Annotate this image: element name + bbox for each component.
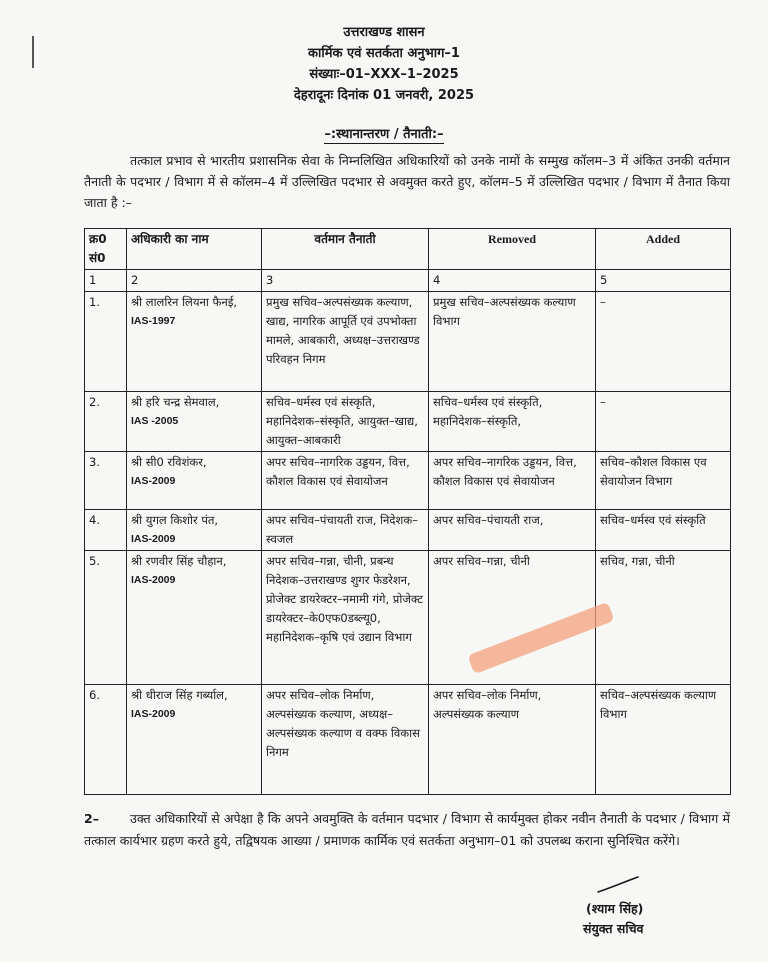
cell-sn: 1.	[85, 292, 127, 392]
signature-stroke	[596, 876, 640, 894]
cell-added: –	[596, 392, 731, 452]
cell-added: सचिव–अल्पसंख्यक कल्याण विभाग	[596, 685, 731, 795]
place-date: देहरादूनः दिनांक 01 जनवरी, 2025	[293, 88, 475, 103]
cell-removed: अपर सचिव–गन्ना, चीनी	[429, 551, 596, 685]
cell-sn: 5.	[85, 551, 127, 685]
table-row	[85, 510, 731, 551]
header-sn: क्र0 सं0	[85, 229, 127, 270]
subject-text: –:स्थानान्तरण / तैनाती:–	[324, 127, 444, 142]
cell-sn: 4.	[85, 510, 127, 551]
officer-name: श्री सी0 रविशंकर,	[131, 455, 207, 469]
cell-removed: प्रमुख सचिव–अल्पसंख्यक कल्याण विभाग	[429, 292, 596, 392]
cell-current: अपर सचिव–नागरिक उड्डयन, वित्त, कौशल विकास एवं सेवायोजन	[262, 452, 429, 510]
department-name: कार्मिक एवं सतर्कता अनुभाग–1	[308, 46, 460, 61]
col-number: 5	[596, 270, 731, 292]
officer-batch: IAS -2005	[131, 415, 179, 427]
column-number-row	[85, 270, 731, 292]
cell-removed: अपर सचिव–पंचायती राज,	[429, 510, 596, 551]
table-row	[85, 551, 731, 685]
letter-header	[0, 22, 768, 106]
header-removed: Removed	[429, 229, 596, 270]
officer-batch: IAS-2009	[131, 475, 176, 487]
cell-added: सचिव–धर्मस्व एवं संस्कृति	[596, 510, 731, 551]
reference-number: संख्याः–01–XXX–1–2025	[309, 67, 459, 82]
col-number: 3	[262, 270, 429, 292]
signatory-designation: संयुक्त सचिव	[583, 921, 644, 936]
transfer-table	[84, 228, 731, 795]
officer-name: श्री लालरिन लियना फैनई,	[131, 295, 238, 309]
cell-removed: अपर सचिव–लोक निर्माण, अल्पसंख्यक कल्याण	[429, 685, 596, 795]
cell-added: सचिव–कौशल विकास एव सेवायोजन विभाग	[596, 452, 731, 510]
paragraph-2-text: उक्त अधिकारियों से अपेक्षा है कि अपने अवमुक्ति के वर्तमान पदभार / विभाग से कार्यमुक्त होकर नवीन तैनाती के पदभार / विभाग में तत्काल कार्यभार ग्रहण करते हुये, तद्विषयक आख्या / प्रमाणक कार्मिक एवं सतर्कता अनुभाग–01 को उपलब्ध कराना सुनिश्चित करेंगे।	[84, 811, 730, 848]
cell-removed: अपर सचिव–नागरिक उड्डयन, वित्त, कौशल विकास एवं सेवायोजन	[429, 452, 596, 510]
officer-batch: IAS-2009	[131, 533, 176, 545]
cell-current: प्रमुख सचिव–अल्पसंख्यक कल्याण, खाद्य, नागरिक आपूर्ति एवं उपभोक्ता मामले, आबकारी, अध्यक्ष–उत्तराखण्ड परिवहन निगम	[262, 292, 429, 392]
cell-added: –	[596, 292, 731, 392]
paragraph-2	[84, 808, 730, 852]
header-current: वर्तमान तैनाती	[262, 229, 429, 270]
cell-officer	[127, 292, 262, 392]
intro-paragraph: तत्काल प्रभाव से भारतीय प्रशासनिक सेवा के निम्नलिखित अधिकारियों को उनके नामों के सम्मुख कॉलम–3 में अंकित उनकी वर्तमान तैनाती के पदभार / विभाग में से कॉलम–4 में उल्लिखित पदभार से अवमुक्त करते हुए, कॉलम–5 में उल्लिखित पदभार / विभाग में तैनात किया जाता है :–	[84, 153, 730, 210]
officer-batch: IAS-2009	[131, 708, 176, 720]
cell-officer	[127, 452, 262, 510]
col-number: 2	[127, 270, 262, 292]
cell-sn: 6.	[85, 685, 127, 795]
header-added: Added	[596, 229, 731, 270]
cell-officer	[127, 392, 262, 452]
table-row	[85, 452, 731, 510]
cell-officer	[127, 551, 262, 685]
table-row	[85, 292, 731, 392]
cell-officer	[127, 685, 262, 795]
col-number: 4	[429, 270, 596, 292]
subject-heading	[0, 124, 768, 142]
officer-batch: IAS-1997	[131, 315, 176, 327]
cell-sn: 3.	[85, 452, 127, 510]
cell-officer	[127, 510, 262, 551]
cell-added: सचिव, गन्ना, चीनी	[596, 551, 731, 685]
paragraph-number: 2–	[84, 811, 99, 826]
cell-current: अपर सचिव–पंचायती राज, निदेशक–स्वजल	[262, 510, 429, 551]
table-row	[85, 685, 731, 795]
officer-name: श्री रणवीर सिंह चौहान,	[131, 554, 227, 568]
cell-current: अपर सचिव–गन्ना, चीनी, प्रबन्ध निदेशक–उत्तराखण्ड शुगर फेडरेशन, प्रोजेक्ट डायरेक्टर–नमामी गंगे, प्रोजेक्ट डायरेक्टर–के0एफ0डब्ल्यू0, महानिदेशक–कृषि एवं उद्यान विभाग	[262, 551, 429, 685]
officer-name: श्री युगल किशोर पंत,	[131, 513, 219, 527]
cell-removed: सचिव–धर्मस्व एवं संस्कृति, महानिदेशक–संस्कृति,	[429, 392, 596, 452]
table-header-row	[85, 229, 731, 270]
col-number: 1	[85, 270, 127, 292]
table-row	[85, 392, 731, 452]
officer-batch: IAS-2009	[131, 574, 176, 586]
signatory-name: (श्याम सिंह)	[586, 901, 644, 916]
govt-name: उत्तराखण्ड शासन	[343, 25, 425, 40]
cell-current: सचिव–धर्मस्व एवं संस्कृति, महानिदेशक–संस्कृति, आयुक्त–खाद्य, आयुक्त–आबकारी	[262, 392, 429, 452]
officer-name: श्री हरि चन्द्र सेमवाल,	[131, 395, 220, 409]
cell-current: अपर सचिव–लोक निर्माण, अल्पसंख्यक कल्याण, अध्यक्ष–अल्पसंख्यक कल्याण व वक्फ विकास निगम	[262, 685, 429, 795]
officer-name: श्री धीराज सिंह गर्ब्याल,	[131, 688, 228, 702]
cell-sn: 2.	[85, 392, 127, 452]
header-name: अधिकारी का नाम	[127, 229, 262, 270]
